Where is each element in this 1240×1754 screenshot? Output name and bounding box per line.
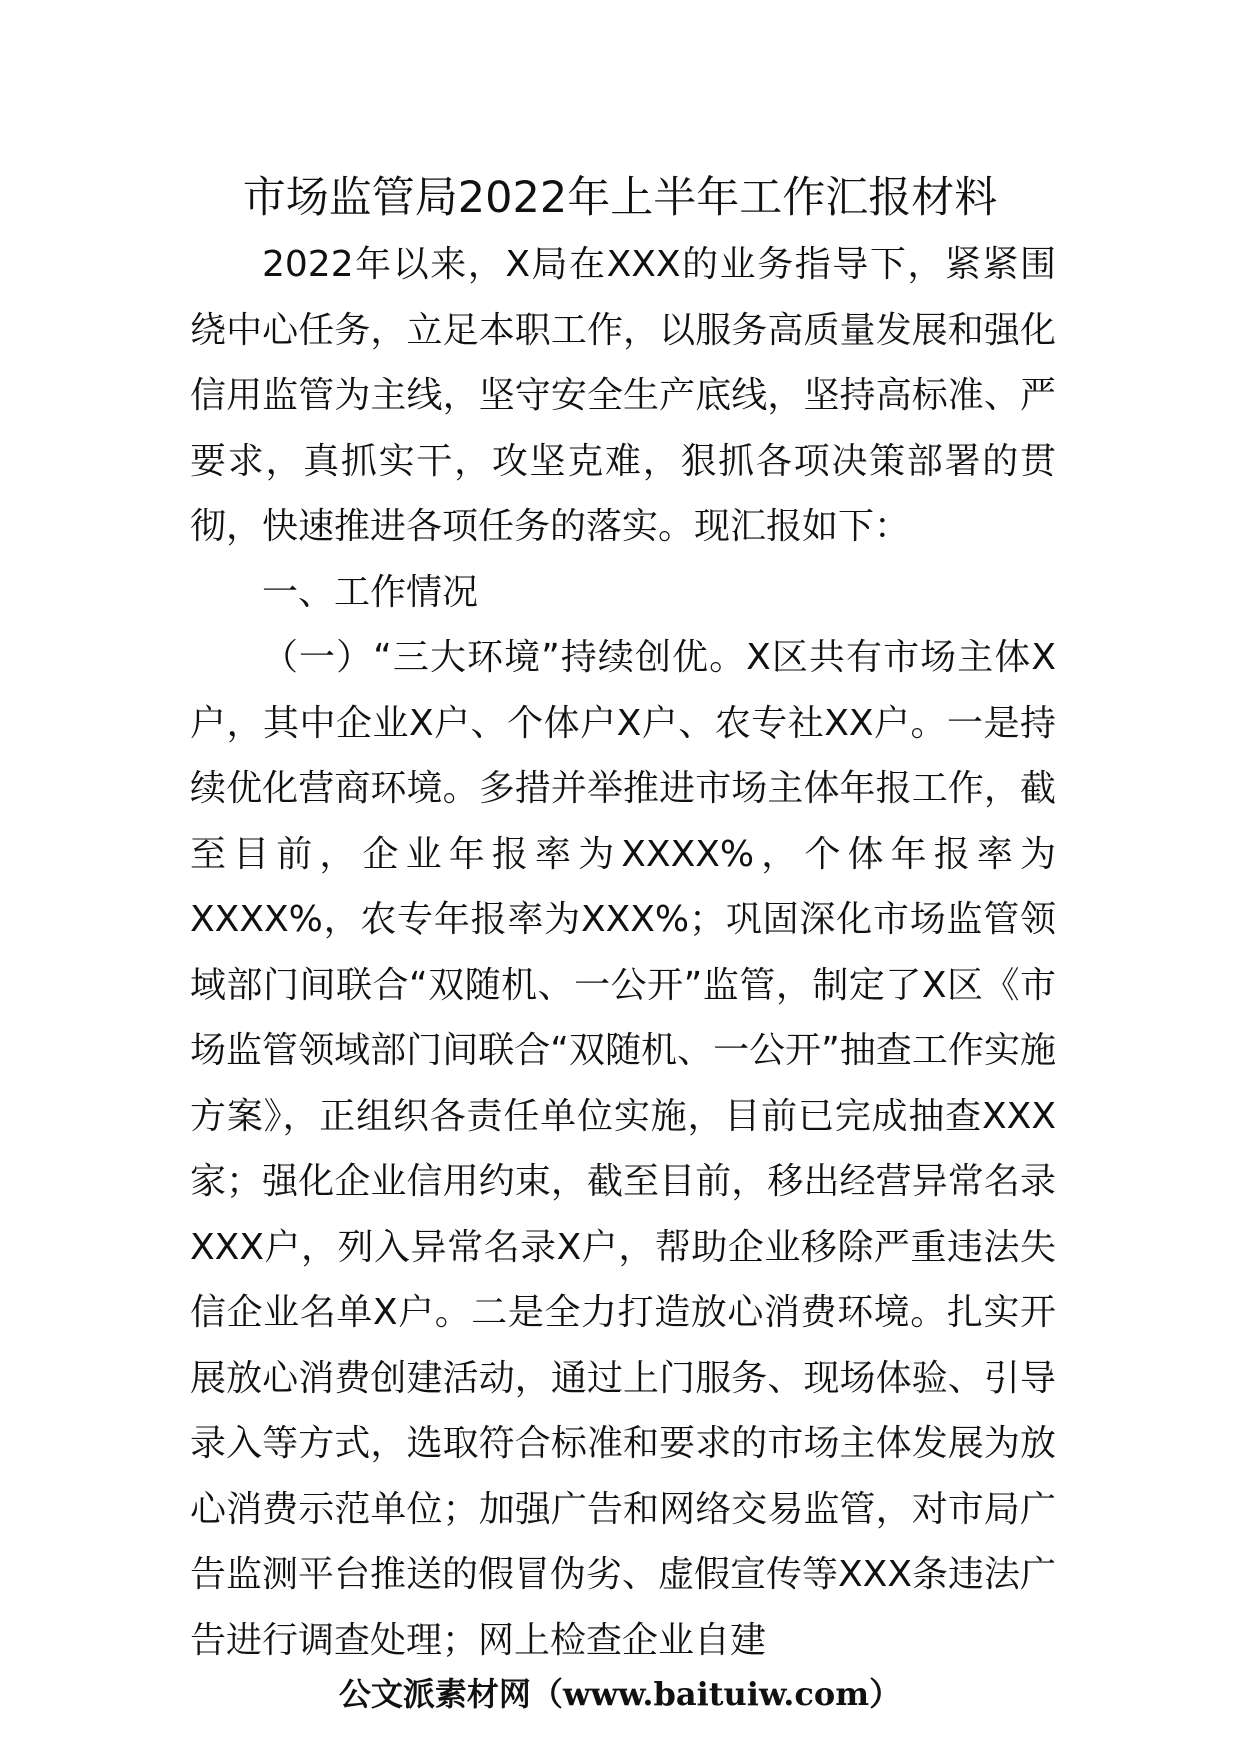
section-heading: 一、工作情况 [262,571,479,613]
intro-paragraph: 2022年以来，X局在XXX的业务指导下，紧紧围绕中心任务，立足本职工作，以服务高质量发展和强化信用监管为主线，坚守安全生产底线，坚持高标准、严要求，真抓实干，攻坚克难，狠抓各项决策部署的贯彻，快速推进各项任务的落实。现汇报如下： [190,244,1056,547]
document-title: 市场监管局2022年上半年工作汇报材料 [242,173,998,223]
subsection-paragraph: （一）“三大环境”持续创优。X区共有市场主体X户，其中企业X户、个体户X户、农专社XX户。一是持续优化营商环境。多措并举推进市场主体年报工作，截至目前，企业年报率为XXXX%，个体年报率为XXXX%，农专年报率为XXX%；巩固深化市场监管领域部门间联合“双随机、一公开”监管，制定了X区《市场监管领域部门间联合“双随机、一公开”抽查工作实施方案》，正组织各责任单位实施，目前已完成抽查XXX家；强化企业信用约束，截至目前，移出经营异常名录XXX户，列入异常名录X户，帮助企业移除严重违法失信企业名单X户。二是全力打造放心消费环境。扎实开展放心消费创建活动，通过上门服务、现场体验、引导录入等方式，选取符合标准和要求的市场主体发展为放心消费示范单位；加强广告和网络交易监管，对市局广告监测平台推送的假冒伪劣、虚假宣传等XXX条违法广告进行调查处理；网上检查企业自建 [190,637,1056,1661]
footer-watermark: 公文派素材网（www.baituiw.com） [338,1675,902,1713]
document-body [190,232,1056,1673]
